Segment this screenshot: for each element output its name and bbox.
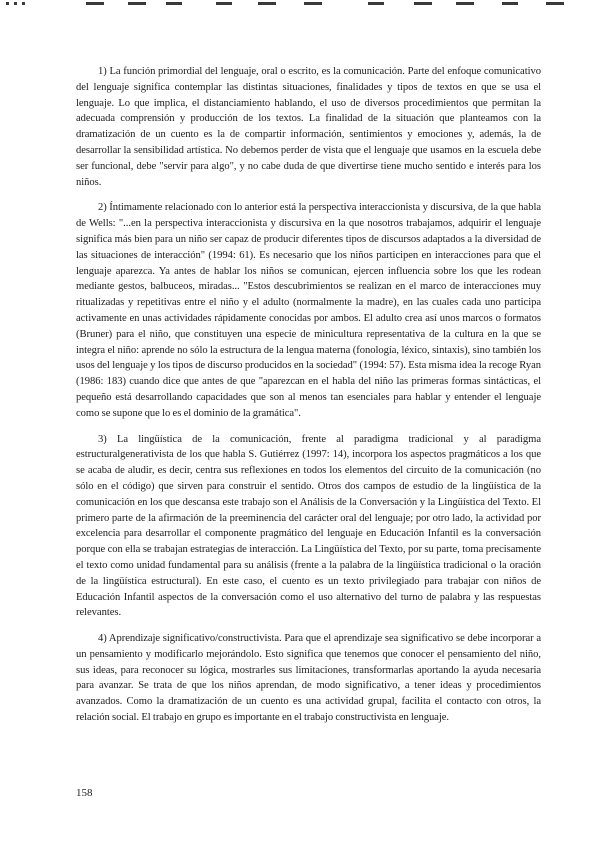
scan-mark (304, 2, 322, 5)
page-number: 158 (76, 787, 93, 799)
paragraph-3: 3) La lingüística de la comunicación, frente al paradigma tradicional y al paradigma estructuralgenerativista de los que habla S. Gutiérrez (1997: 14), incorpora los aspectos pragmáticos a los que se acaba de aludir, es decir, centra sus reflexiones en todos los elementos del circuito de la comunicación (no sólo en el código) que sirven para construir el sentido. Otros dos campos de estudio de la lingüística de la comunicación en los que descansa este trabajo son el Análisis de la Conversación y la Lingüística del Texto. El primero parte de la afirmación de la preeminencia del carácter oral del lenguaje; por otro lado, la actividad por excelencia para desarrollar el componente pragmático del lenguaje en Educación Infantil es la conversación porque con ella se trabajan estrategias de interacción. La Lingüística del Texto, por su parte, toma precisamente el texto como unidad fundamental para su análisis (frente a la palabra de la lingüística tradicional o la oración de la lingüística estructural). En este caso, el cuento es un texto privilegiado para trabajar con niños de Educación Infantil aspectos de la conversación como el uso alternativo del turno de palabra y las respuestas relevantes. (76, 433, 541, 619)
scan-mark (22, 2, 25, 5)
page-body (76, 64, 541, 736)
scan-mark (368, 2, 384, 5)
scan-mark (456, 2, 474, 5)
paragraph-2: 2) Íntimamente relacionado con lo anterior está la perspectiva interaccionista y discursiva, de la que habla de Wells: "...en la perspectiva interaccionista y discursiva en la que nosotros trabajamos, adquirir el lenguaje significa más bien para un niño ser capaz de producir diferentes tipos de discursos adaptados a la diversidad de las situaciones de interacción" (1994: 61). Es necesario que los niños participen en interacciones para que el lenguaje aparezca. Ya antes de hablar los niños se comunican, ejercen influencia sobre los que les rodean mediante gestos, balbuceos, miradas... "Estos descubrimientos se realizan en el marco de interacciones muy ritualizadas y repetitivas entre el niño y el adulto (normalmente la madre), en las cuales cada uno participa activamente en unas actividades rápidamente conocidas por ambos. El adulto crea así unos marcos o formatos (Bruner) para el niño, que constituyen una especie de minicultura representativa de la cultura en la que se integra el niño: aprende no sólo la estructura de la lengua materna (fonología, léxico, sintaxis), sino también los usos del lenguaje y los tipos de discurso producidos en la sociedad" (1994: 57). Esta misma idea la recoge Ryan (1986: 183) cuando dice que antes de que "aparezcan en el habla del niño las primeras formas sintácticas, el pequeño está desarrollando capacidades que son al menos tan esenciales para hablar y entender el lenguaje como se supone que lo es el dominio de la gramática". (76, 202, 541, 419)
scan-mark (86, 2, 104, 5)
scan-mark (546, 2, 564, 5)
scan-mark (216, 2, 232, 5)
scan-mark (414, 2, 432, 5)
scan-mark (128, 2, 146, 5)
paragraph-1: 1) La función primordial del lenguaje, oral o escrito, es la comunicación. Parte del enfoque comunicativo del lenguaje significa contemplar las distintas situaciones, finalidades y tipos de textos en que se usa el lenguaje. Lo que implica, el distanciamiento hablando, el uso de diversos procedimientos que permitan la adecuada comprensión y producción de los textos. La finalidad de la situación que planteamos con la dramatización de un cuento es la de compartir información, sentimientos y emociones y, además, la de desarrollar la sensibilidad artística. No debemos perder de vista que el lenguaje que usamos en la escuela debe ser funcional, debe "servir para algo", y no cabe duda de que divertirse tiene mucho sentido e interés para los niños. (76, 66, 541, 188)
scan-mark (258, 2, 276, 5)
scan-mark (502, 2, 518, 5)
paragraph-4: 4) Aprendizaje significativo/constructivista. Para que el aprendizaje sea significativo se debe incorporar a un pensamiento y modificarlo mejorándolo. Esto significa que tenemos que conocer el pensamiento del niño, sus ideas, para reconocer su lógica, mostrarles sus limitaciones, transformarlas aportando la ayuda necesaria para avanzar. Se trata de que los niños aprendan, de modo significativo, a tener ideas y procedimientos avanzados. Como la dramatización de un cuento es una actividad grupal, facilita el contacto con otros, la relación social. El trabajo en grupo es importante en el trabajo constructivista en lenguaje. (76, 633, 541, 724)
scan-mark (6, 2, 9, 5)
scan-edge-marks (0, 0, 601, 12)
scan-mark (14, 2, 17, 5)
scan-mark (166, 2, 182, 5)
